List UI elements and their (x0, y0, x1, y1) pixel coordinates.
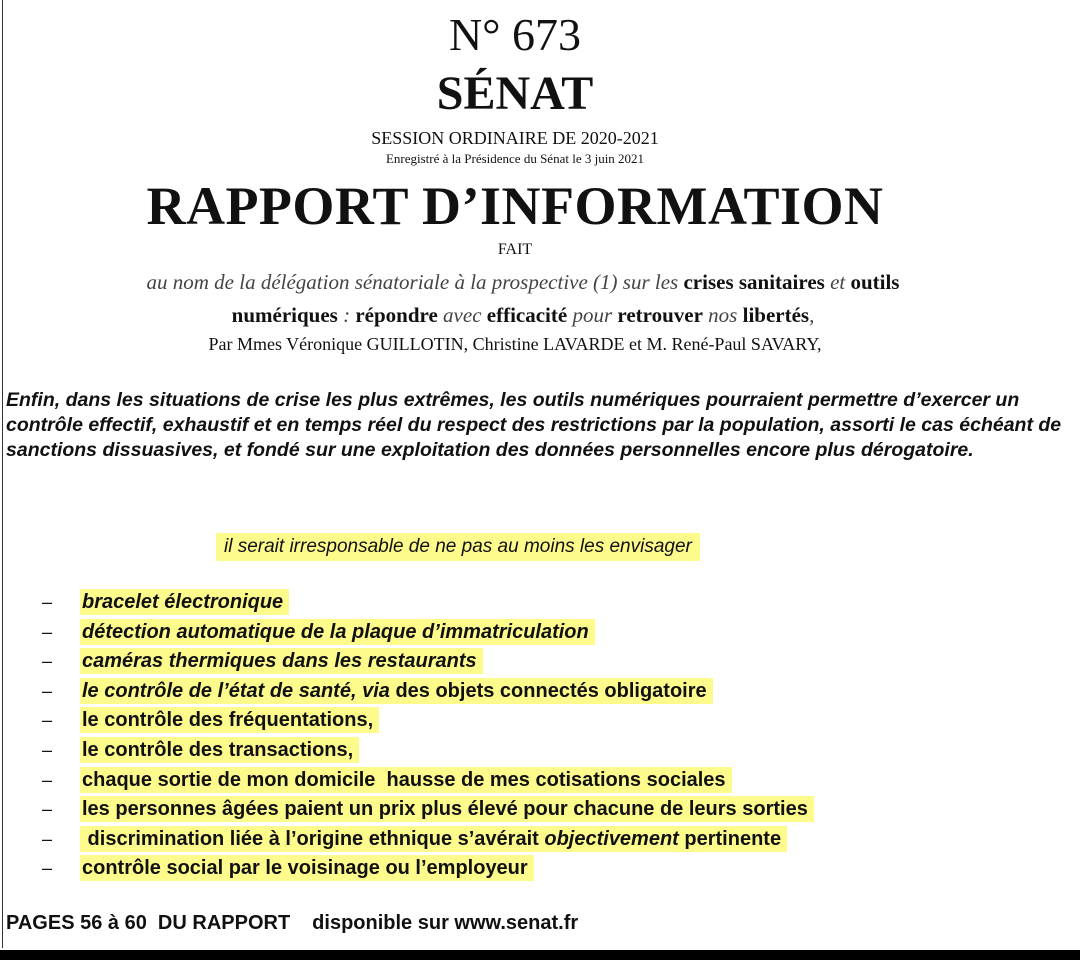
list-dash: – (42, 858, 53, 879)
subject-text: au nom de la délégation sénatoriale à la prospective (1) sur les (146, 270, 684, 294)
document-number: N° 673 (448, 9, 582, 60)
list-item (0, 854, 1080, 884)
registration-line: Enregistré à la Présidence du Sénat le 3 juin 2021 (385, 151, 645, 166)
subject-keyword: crises sanitaires (683, 270, 825, 294)
list-item (0, 825, 1080, 855)
list-dash: – (42, 651, 53, 672)
list-item-part: des objets connectés obligatoire (389, 679, 707, 702)
list-item (0, 706, 1080, 736)
bottom-border (0, 950, 1080, 960)
list-item-text: caméras thermiques dans les restaurants (80, 648, 483, 674)
list-dash: – (42, 621, 53, 642)
list-item-text: contrôle social par le voisinage ou l’employeur (80, 855, 534, 881)
fait-label: FAIT (497, 241, 533, 258)
measures-list (0, 588, 1080, 884)
subject-keyword: numériques (231, 303, 338, 327)
subject-keyword: outils (850, 270, 900, 294)
footer-line (6, 910, 578, 936)
list-item-text: les personnes âgées paient un prix plus élevé pour chacune de leurs sorties (80, 796, 814, 822)
list-dash: – (42, 680, 53, 701)
subject-keyword: répondre (355, 303, 438, 327)
subject-keyword: efficacité (486, 303, 568, 327)
list-item (0, 795, 1080, 825)
report-title: RAPPORT D’INFORMATION (146, 176, 884, 236)
list-item-text (80, 826, 787, 852)
subject-text: : (337, 303, 356, 327)
list-dash: – (42, 710, 53, 731)
excerpt-paragraph: Enfin, dans les situations de crise les plus extrêmes, les outils numériques pourraient permettre d’exercer un contrôle effectif, exhaustif et en temps réel du respect des restrictions par la population, assorti le cas échéant de sanctions dissuasives, et fondé sur une exploitation des données personnelles encore plus dérogatoire. (6, 389, 1062, 461)
list-item-part: pertinente (678, 827, 782, 850)
list-item (0, 618, 1080, 648)
footer-link-text: disponible sur www.senat.fr (312, 912, 579, 934)
list-item (0, 766, 1080, 796)
list-dash: – (42, 799, 53, 820)
session-line: SESSION ORDINAIRE DE 2020-2021 (371, 128, 659, 148)
list-dash: – (42, 592, 53, 612)
footer-pages: PAGES 56 à 60 DU RAPPORT (6, 912, 291, 934)
list-item-text (80, 678, 713, 704)
list-dash: – (42, 769, 53, 790)
list-item-text: chaque sortie de mon domicile hausse de mes cotisations sociales (80, 767, 732, 793)
report-subject-line-1 (0, 268, 1046, 297)
subject-text: nos (702, 303, 743, 327)
list-item-part: discrimination liée à l’origine ethnique s’avérait (82, 827, 545, 850)
subject-keyword: libertés (742, 303, 810, 327)
list-item (0, 736, 1080, 766)
highlighted-quote: il serait irresponsable de ne pas au moins les envisager (216, 533, 700, 561)
subject-text: avec (437, 303, 487, 327)
list-item-text: le contrôle des fréquentations, (80, 707, 379, 733)
subject-text: , (809, 303, 815, 327)
list-item-part: objectivement (544, 827, 679, 850)
authors-line: Par Mmes Véronique GUILLOTIN, Christine LAVARDE et M. René-Paul SAVARY, (208, 334, 822, 354)
subject-text: et (824, 270, 851, 294)
institution-title: SÉNAT (436, 67, 594, 120)
list-item (0, 588, 1080, 618)
list-item (0, 677, 1080, 707)
list-item (0, 647, 1080, 677)
subject-text: pour (567, 303, 618, 327)
subject-keyword: retrouver (617, 303, 703, 327)
list-dash: – (42, 828, 53, 849)
list-dash: – (42, 739, 53, 760)
list-item-text: bracelet électronique (80, 589, 289, 615)
report-subject-line-2 (0, 301, 1046, 330)
list-item-text: détection automatique de la plaque d’immatriculation (80, 619, 595, 645)
list-item-part: le contrôle de l’état de santé, via (82, 679, 390, 702)
list-item-text: le contrôle des transactions, (80, 737, 359, 763)
